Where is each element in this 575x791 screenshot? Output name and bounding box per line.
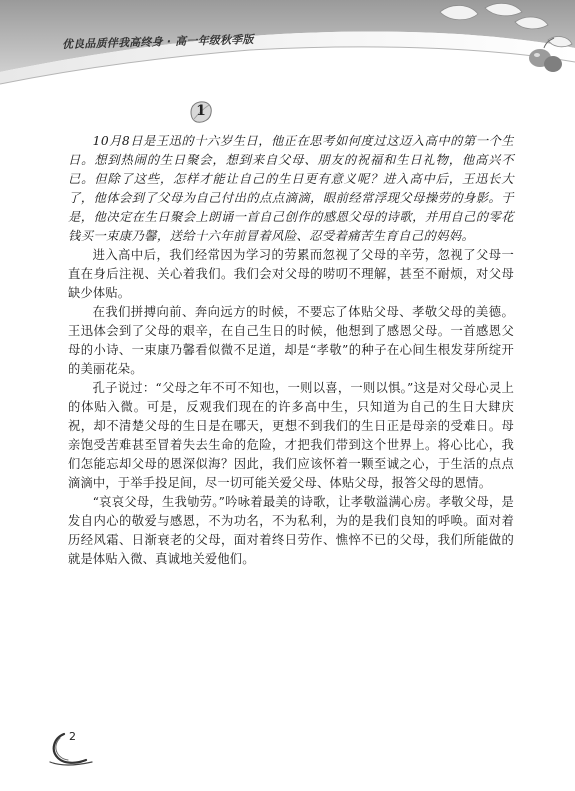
- body-paragraph: “哀哀父母，生我劬劳。”吟咏着最美的诗歌，让孝敬溢满心房。孝敬父母，是发自内心的敬爱与感恩，不为功名，不为私利，为的是我们良知的呼唤。面对着历经风霜、日渐衰老的父母，面对着终日劳作、憔悴不已的父母，我们所能做的就是体贴入微、真诚地关爱他们。: [68, 495, 514, 566]
- header-banner: [0, 0, 575, 110]
- page-number: 2: [69, 730, 76, 743]
- section-number: 1: [196, 103, 206, 119]
- article-body: [68, 132, 514, 569]
- header-title: 优良品质伴我高终身 · 高一年级秋季版: [61, 32, 254, 51]
- body-paragraph: 进入高中后，我们经常因为学习的劳累而忽视了父母的辛劳，忽视了父母一直在身后注视、关心着我们。我们会对父母的唠叨不理解，甚至不耐烦，对父母缺少体贴。: [68, 248, 514, 300]
- section-marker: [188, 99, 214, 125]
- case-paragraph: 10月8日是王迅的十六岁生日，他正在思考如何度过这迈入高中的第一个生日。想到热闹的生日聚会，想到来自父母、朋友的祝福和生日礼物，他高兴不已。但除了这些，怎样才能让自己的生日更有意义呢？进入高中后，王迅长大了，他体会到了父母为自己付出的点点滴滴，眼前经常浮现父母操劳的身影。于是，他决定在生日聚会上朗诵一首自己创作的感恩父母的诗歌，并用自己的零花钱买一束康乃馨，送给十六年前冒着风险、忍受着痛苦生育自己的妈妈。: [68, 134, 514, 243]
- body-paragraph: 孔子说过：“父母之年不可不知也，一则以喜，一则以惧。”这是对父母心灵上的体贴入微。可是，反观我们现在的许多高中生，只知道为自己的生日大肆庆祝，却不清楚父母的生日是在哪天，更想不到我们的生日正是母亲的受难日。母亲饱受苦难甚至冒着失去生命的危险，才把我们带到这个世界上。将心比心，我们怎能忘却父母的恩深似海？因此，我们应该怀着一颗至诚之心，于生活的点点滴滴中，于举手投足间，尽一切可能关爱父母、体贴父母，报答父母的恩情。: [68, 381, 514, 490]
- body-paragraph: 在我们拼搏向前、奔向远方的时候，不要忘了体贴父母、孝敬父母的美德。王迅体会到了父母的艰辛，在自己生日的时候，他想到了感恩父母。一首感恩父母的小诗、一束康乃馨看似微不足道，却是“孝敬”的种子在心间生根发芽所绽开的美丽花朵。: [68, 305, 514, 376]
